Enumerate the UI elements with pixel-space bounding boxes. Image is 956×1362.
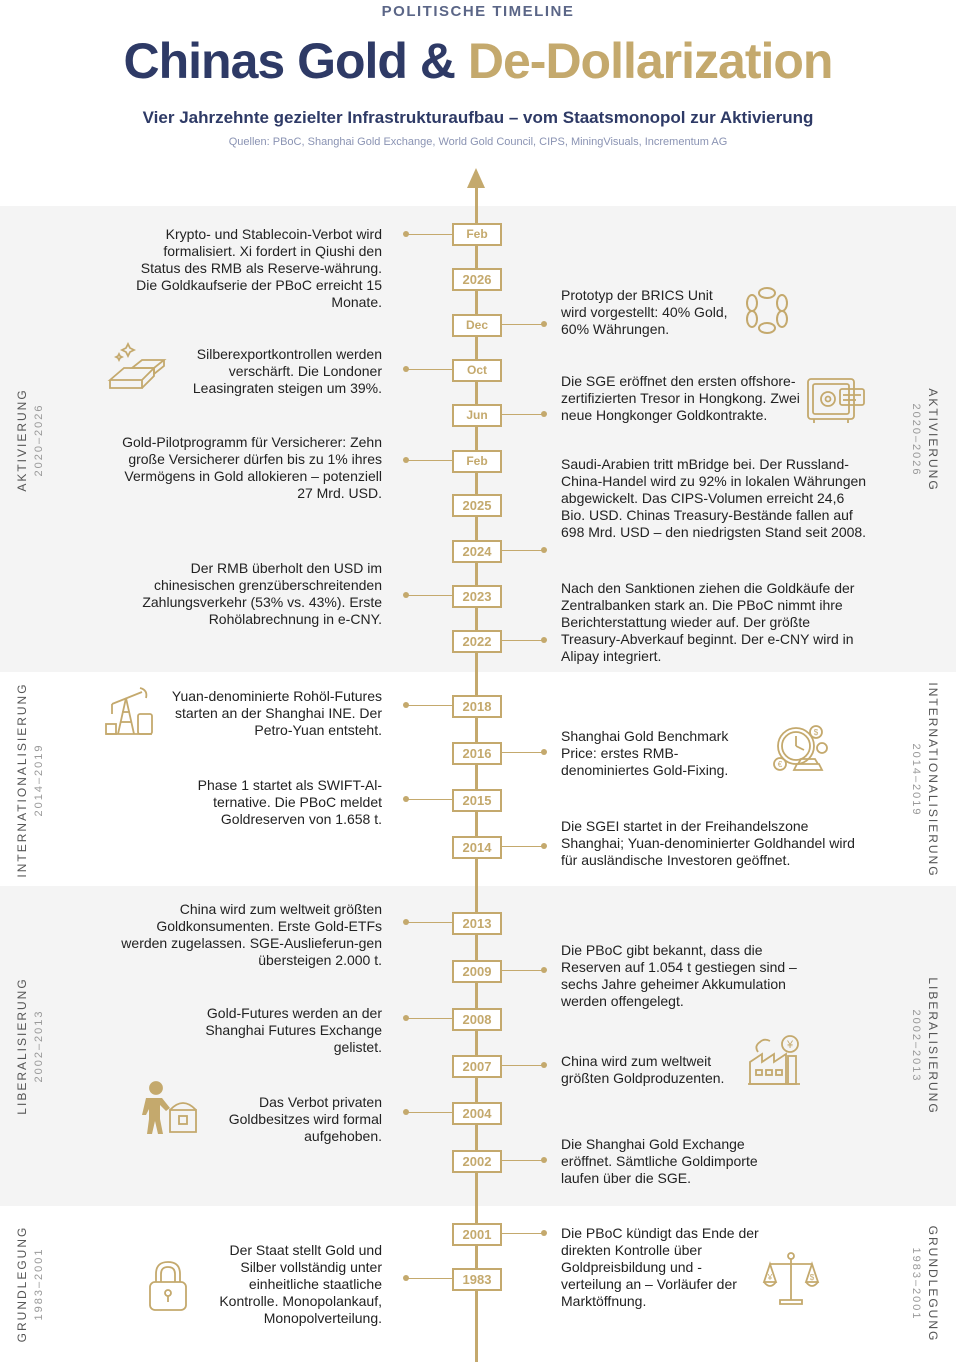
connector-line — [406, 234, 452, 235]
timeline-label: 2008 — [452, 1008, 502, 1031]
event-right-text: Saudi-Arabien tritt mBridge bei. Der Russland-China-Handel wird zu 92% in lokalen Währungen abgewickelt. Das CIPS-Volumen erreicht 24,6 Bio. USD. Chinas Treasury-Bestände fallen auf 698 Mrd. USD – den niedrigsten Stand seit 2008. — [561, 456, 867, 540]
event-left-text: Phase 1 startet als SWIFT-Al-ternative. Die PBoC meldet Goldreserven von 1.658 t. — [197, 777, 382, 827]
connector-line — [500, 1233, 544, 1234]
event-right-text: Prototyp der BRICS Unit wird vorgestellt: 40% Gold, 60% Währungen. — [561, 287, 728, 337]
connector-dot — [541, 843, 547, 849]
connector-line — [500, 550, 544, 551]
event-left-text: China wird zum weltweit größten Goldkonsumenten. Erste Gold-ETFs werden zugelassen. SGE-Auslieferun-gen übersteigen 2.000 t. — [121, 901, 382, 968]
connector-dot — [541, 1230, 547, 1236]
timeline-label: 1983 — [452, 1268, 502, 1291]
timeline-label: Oct — [452, 359, 502, 382]
person-chest-icon — [140, 1080, 200, 1136]
phase-label-right-internationalisierung: INTERNATIONALISIERUNG 2014–2019 — [910, 682, 940, 878]
event-right-text: Shanghai Gold Benchmark Price: erstes RMB-denominiertes Gold-Fixing. — [561, 728, 729, 778]
timeline-label: 2023 — [452, 585, 502, 608]
timeline-label: 2016 — [452, 742, 502, 765]
connector-line — [406, 369, 452, 370]
svg-text:$: $ — [813, 728, 819, 737]
timeline-axis — [475, 180, 478, 1362]
svg-text:¥: ¥ — [786, 1039, 794, 1051]
connector-dot — [541, 547, 547, 553]
svg-text:€: € — [777, 760, 783, 769]
connector-line — [500, 846, 544, 847]
timeline-label: Feb — [452, 450, 502, 473]
event-left-text: Gold-Futures werden an der Shanghai Futures Exchange gelistet. — [205, 1005, 382, 1055]
phase-label-left-aktivierung: AKTIVIERUNG 2020–2026 — [15, 388, 45, 492]
timeline-label: 2001 — [452, 1223, 502, 1246]
svg-text:¥: ¥ — [767, 1273, 773, 1282]
gold-bars-icon — [106, 342, 172, 394]
event-right-text: Die PBoC gibt bekannt, dass die Reserven auf 1.054 t gestiegen sind – sechs Jahre geheimer Akkumulation werden offengelegt. — [561, 942, 797, 1009]
connector-dot — [541, 1062, 547, 1068]
sources: Quellen: PBoC, Shanghai Gold Exchange, World Gold Council, CIPS, MiningVisuals, Incrementum AG — [228, 136, 728, 148]
timeline-label: 2015 — [452, 789, 502, 812]
connector-dot — [541, 749, 547, 755]
event-right-text: Die SGE eröffnet den ersten offshore-zertifizierten Tresor in Hongkong. Zwei neue Hongkonger Goldkontrakte. — [561, 373, 800, 423]
connector-line — [500, 752, 544, 753]
padlock-icon — [148, 1260, 188, 1312]
connector-line — [406, 460, 452, 461]
page-title — [0, 30, 956, 92]
timeline-label: Feb — [452, 223, 502, 246]
event-left-text: Gold-Pilotprogramm für Versicherer: Zehn große Versicherer dürfen bis zu 1% ihres Vermögens in Gold allokieren – potenziell 27 Mrd. USD. — [122, 434, 382, 501]
connector-line — [406, 922, 452, 923]
connector-dot — [541, 637, 547, 643]
timeline-label: 2024 — [452, 540, 502, 563]
event-left-text: Yuan-denominierte Rohöl-Futures starten an der Shanghai INE. Der Petro-Yuan entsteht. — [171, 688, 382, 738]
connector-line — [406, 705, 452, 706]
timeline-label: 2007 — [452, 1055, 502, 1078]
timeline-arrow-icon — [467, 168, 485, 188]
connector-line — [406, 1278, 452, 1279]
connector-line — [500, 324, 544, 325]
scales-icon — [762, 1250, 820, 1308]
safe-icon — [806, 375, 868, 425]
timeline-label: Dec — [452, 314, 502, 337]
timeline-label: 2026 — [452, 268, 502, 291]
timeline-label: 2009 — [452, 960, 502, 983]
kicker: POLITISCHE TIMELINE — [381, 3, 575, 20]
connector-dot — [541, 411, 547, 417]
event-left-text: Der Staat stellt Gold und Silber vollständig unter einheitliche staatliche Kontrolle. Monopolankauf, Monopolverteilung. — [219, 1242, 382, 1326]
event-left-text: Das Verbot privaten Goldbesitzes wird formal aufgehoben. — [228, 1094, 382, 1144]
event-left-text: Silberexportkontrollen werden verschärft. Die Londoner Leasingraten steigen um 39%. — [192, 346, 382, 396]
timeline-label: Jun — [452, 404, 502, 427]
phase-label-left-grundlegung: GRUNDLEGUNG 1983–2001 — [15, 1225, 45, 1343]
oil-pump-icon — [102, 684, 156, 738]
connector-line — [500, 970, 544, 971]
connector-line — [406, 1018, 452, 1019]
phase-label-left-internationalisierung: INTERNATIONALISIERUNG 2014–2019 — [15, 682, 45, 878]
connector-dot — [541, 321, 547, 327]
timeline-label: 2022 — [452, 630, 502, 653]
phase-label-right-aktivierung: AKTIVIERUNG 2020–2026 — [910, 388, 940, 492]
connector-line — [500, 1160, 544, 1161]
timeline-label: 2004 — [452, 1102, 502, 1125]
connector-line — [406, 1112, 452, 1113]
event-left-text: Krypto- und Stablecoin-Verbot wird formalisiert. Xi fordert in Qiushi den Status des RMB als Reserve-währung. Die Goldkaufserie der PBoC erreicht 15 Monate. — [136, 226, 382, 310]
chain-icon — [740, 283, 794, 337]
phase-label-left-liberalisierung: LIBERALISIERUNG 2002–2013 — [15, 977, 45, 1115]
connector-line — [500, 414, 544, 415]
title-part-2: De-Dollarization — [467, 33, 833, 89]
connector-dot — [541, 967, 547, 973]
timeline-label: 2014 — [452, 836, 502, 859]
svg-text:$: $ — [809, 1273, 815, 1282]
event-right-text: China wird zum weltweit größten Goldproduzenten. — [561, 1053, 725, 1086]
connector-dot — [541, 1157, 547, 1163]
phase-label-right-liberalisierung: LIBERALISIERUNG 2002–2013 — [910, 977, 940, 1115]
event-right-text: Die PBoC kündigt das Ende der direkten Kontrolle über Goldpreisbildung und -verteilung an – Vorläufer der Marktöffnung. — [561, 1225, 759, 1309]
event-right-text: Nach den Sanktionen ziehen die Goldkäufe der Zentralbanken stark an. Die PBoC nimmt ihre Berichterstattung wieder auf. Der größte Treasury-Abverkauf beginnt. Der e-CNY wird in Alipay integriert. — [561, 580, 855, 664]
connector-line — [406, 799, 452, 800]
timeline-label: 2018 — [452, 695, 502, 718]
factory-icon — [748, 1034, 802, 1088]
event-left-text: Der RMB überholt den USD im chinesischen grenzüberschreitenden Zahlungsverkehr (53% vs. 43%). Erste Rohölabrechnung in e-CNY. — [142, 560, 382, 627]
timeline-label: 2025 — [452, 494, 502, 517]
event-right-text: Die SGEI startet in der Freihandelszone Shanghai; Yuan-denominierter Goldhandel wird für ausländische Investoren geöffnet. — [561, 818, 855, 868]
subtitle: Vier Jahrzehnte gezielter Infrastrukturaufbau – vom Staatsmonopol zur Aktivierung — [142, 108, 814, 127]
timeline-label: 2002 — [452, 1150, 502, 1173]
title-part-1: Chinas Gold & — [123, 33, 468, 89]
connector-line — [500, 640, 544, 641]
clock-coins-icon — [772, 724, 828, 776]
event-right-text: Die Shanghai Gold Exchange eröffnet. Sämtliche Goldimporte laufen über die SGE. — [561, 1136, 758, 1186]
connector-line — [406, 595, 452, 596]
connector-line — [500, 1065, 544, 1066]
timeline-label: 2013 — [452, 912, 502, 935]
phase-label-right-grundlegung: GRUNDLEGUNG 1983–2001 — [910, 1225, 940, 1343]
